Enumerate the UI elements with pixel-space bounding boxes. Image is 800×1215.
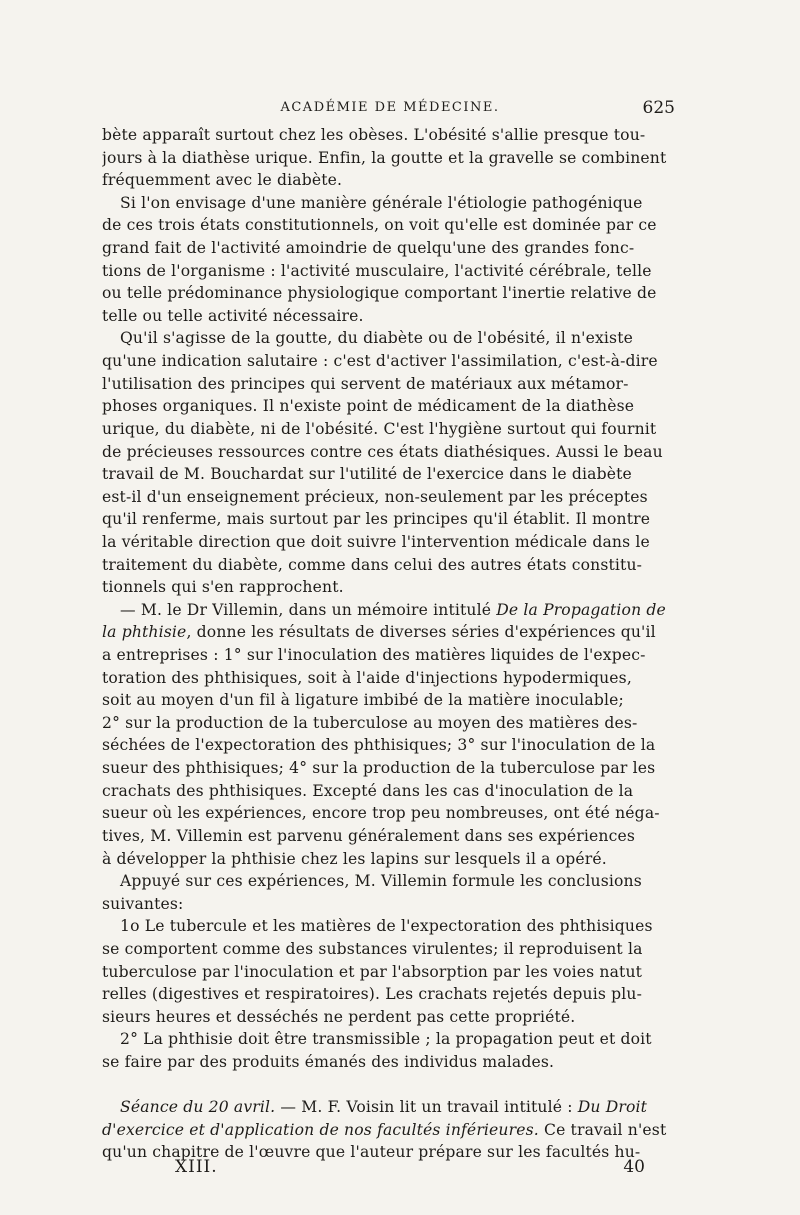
text-span: traitement du diabète, comme dans celui des autres états constitu- [102,555,643,574]
text-line [102,531,680,554]
text-span: fréquemment avec le diabète. [102,171,343,190]
text-line [102,780,680,803]
text-span: — M. F. Voisin lit un travail intitulé : [275,1098,578,1117]
text-line [102,938,680,961]
text-span: qu'il renferme, mais surtout par les principes qu'il établit. Il montre [102,510,651,529]
text-line [102,418,680,441]
text-line [102,802,680,825]
text-span: crachats des phthisiques. Excepté dans les cas d'inoculation de la [102,781,634,800]
italic-span: Du Droit [577,1098,648,1117]
text-line [102,848,680,871]
text-span: de précieuses ressources contre ces états diathésiques. Aussi le beau [102,442,663,461]
text-span: qu'un chapitre de l'œuvre que l'auteur prépare sur les facultés hu- [102,1143,641,1162]
text-line [102,599,680,622]
text-span: Si l'on envisage d'une manière générale l'étiologie pathogénique [120,193,643,212]
text-line [102,124,680,147]
text-line [102,1074,680,1097]
text-line [102,1119,680,1142]
running-head [105,98,675,120]
sheet-number: 40 [623,1157,645,1177]
text-span: à développer la phthisie chez les lapins sur lesquels il a opéré. [102,849,607,868]
text-line [102,644,680,667]
text-span: soit au moyen d'un fil à ligature imbibé de la matière inoculable; [102,691,624,710]
page-number: 625 [642,98,675,118]
text-span: est-il d'un enseignement précieux, non-seulement par les préceptes [102,487,648,506]
italic-span: d'exercice et d'application de nos facultés inférieures. [102,1120,539,1139]
text-span: se comportent comme des substances virulentes; il reproduisent la [102,939,643,958]
text-line [102,825,680,848]
text-line [102,169,680,192]
text-line [102,689,680,712]
text-span: 2° La phthisie doit être transmissible ; la propagation peut et doit [120,1030,652,1049]
text-line [102,508,680,531]
text-line [102,621,680,644]
text-line [102,147,680,170]
text-span: a entreprises : 1° sur l'inoculation des matières liquides de l'expec- [102,646,646,665]
italic-span: De la Propagation de [496,600,666,619]
text-span: sueur des phthisiques; 4° sur la production de la tuberculose par les [102,759,656,778]
text-span: travail de M. Bouchardat sur l'utilité de l'exercice dans le diabète [102,465,632,484]
text-span: toration des phthisiques, soit à l'aide d'injections hypodermiques, [102,668,632,687]
text-line [102,961,680,984]
text-span: , donne les résultats de diverses séries d'expériences qu'il [186,623,656,642]
text-line [102,870,680,893]
text-span: 1o Le tubercule et les matières de l'expectoration des phthisiques [120,917,653,936]
body-text [102,124,680,1164]
text-line [102,554,680,577]
text-line [102,192,680,215]
text-span: Ce travail n'est [538,1120,667,1139]
text-span: bète apparaît surtout chez les obèses. L'obésité s'allie presque tou- [102,126,646,144]
text-line [102,441,680,464]
running-title: ACADÉMIE DE MÉDECINE. [280,100,500,115]
text-span: Appuyé sur ces expériences, M. Villemin formule les conclusions [120,872,642,891]
italic-span: Séance du 20 avril. [120,1098,276,1117]
text-line [102,260,680,283]
text-line [102,1028,680,1051]
text-span: la véritable direction que doit suivre l'intervention médicale dans le [102,532,650,551]
text-span: ou telle prédominance physiologique comportant l'inertie relative de [102,284,657,303]
text-span: sueur où les expériences, encore trop peu nombreuses, ont été néga- [102,804,660,823]
text-span: — M. le Dr Villemin, dans un mémoire intitulé [120,600,497,619]
text-span: urique, du diabète, ni de l'obésité. C'est l'hygiène surtout qui fournit [102,419,657,438]
page-footer [175,1157,645,1183]
text-span: 2° sur la production de la tuberculose au moyen des matières des- [102,713,638,732]
text-line [102,282,680,305]
text-span: telle ou telle activité nécessaire. [102,306,364,325]
text-span: tionnels qui s'en rapprochent. [102,578,344,597]
text-span: grand fait de l'activité amoindrie de quelqu'une des grandes fonc- [102,239,635,258]
text-line [102,373,680,396]
signature-mark: XIII. [175,1157,218,1177]
text-span: tuberculose par l'inoculation et par l'absorption par les voies natut [102,962,643,981]
text-span: l'utilisation des principes qui servent de matériaux aux métamor- [102,374,629,393]
text-span: Qu'il s'agisse de la goutte, du diabète ou de l'obésité, il n'existe [120,329,633,348]
text-line [102,395,680,418]
text-line [102,712,680,735]
text-line [102,667,680,690]
text-line [102,734,680,757]
text-span: jours à la diathèse urique. Enfin, la goutte et la gravelle se combinent [102,148,667,167]
text-line [102,463,680,486]
text-span: tions de l'organisme : l'activité musculaire, l'activité cérébrale, telle [102,261,652,280]
text-span: séchées de l'expectoration des phthisiques; 3° sur l'inoculation de la [102,736,656,755]
text-span: suivantes: [102,894,184,913]
text-line [102,1051,680,1074]
text-line [102,576,680,599]
text-span: phoses organiques. Il n'existe point de médicament de la diathèse [102,397,635,416]
text-line [102,237,680,260]
text-line [102,983,680,1006]
text-span: se faire par des produits émanés des individus malades. [102,1052,555,1071]
text-line [102,214,680,237]
italic-span: la phthisie [102,623,187,642]
text-line [102,486,680,509]
text-span: de ces trois états constitutionnels, on voit qu'elle est dominée par ce [102,216,657,235]
text-line [102,327,680,350]
text-span: sieurs heures et desséchés ne perdent pas cette propriété. [102,1007,576,1026]
text-line [102,350,680,373]
text-line [102,305,680,328]
text-span: tives, M. Villemin est parvenu généralement dans ses expériences [102,826,636,845]
text-span: qu'une indication salutaire : c'est d'activer l'assimilation, c'est-à-dire [102,352,658,371]
text-line [102,1096,680,1119]
text-line [102,757,680,780]
text-line [102,1006,680,1029]
text-line [102,915,680,938]
text-span: relles (digestives et respiratoires). Les crachats rejetés depuis plu- [102,985,643,1004]
text-line [102,893,680,916]
